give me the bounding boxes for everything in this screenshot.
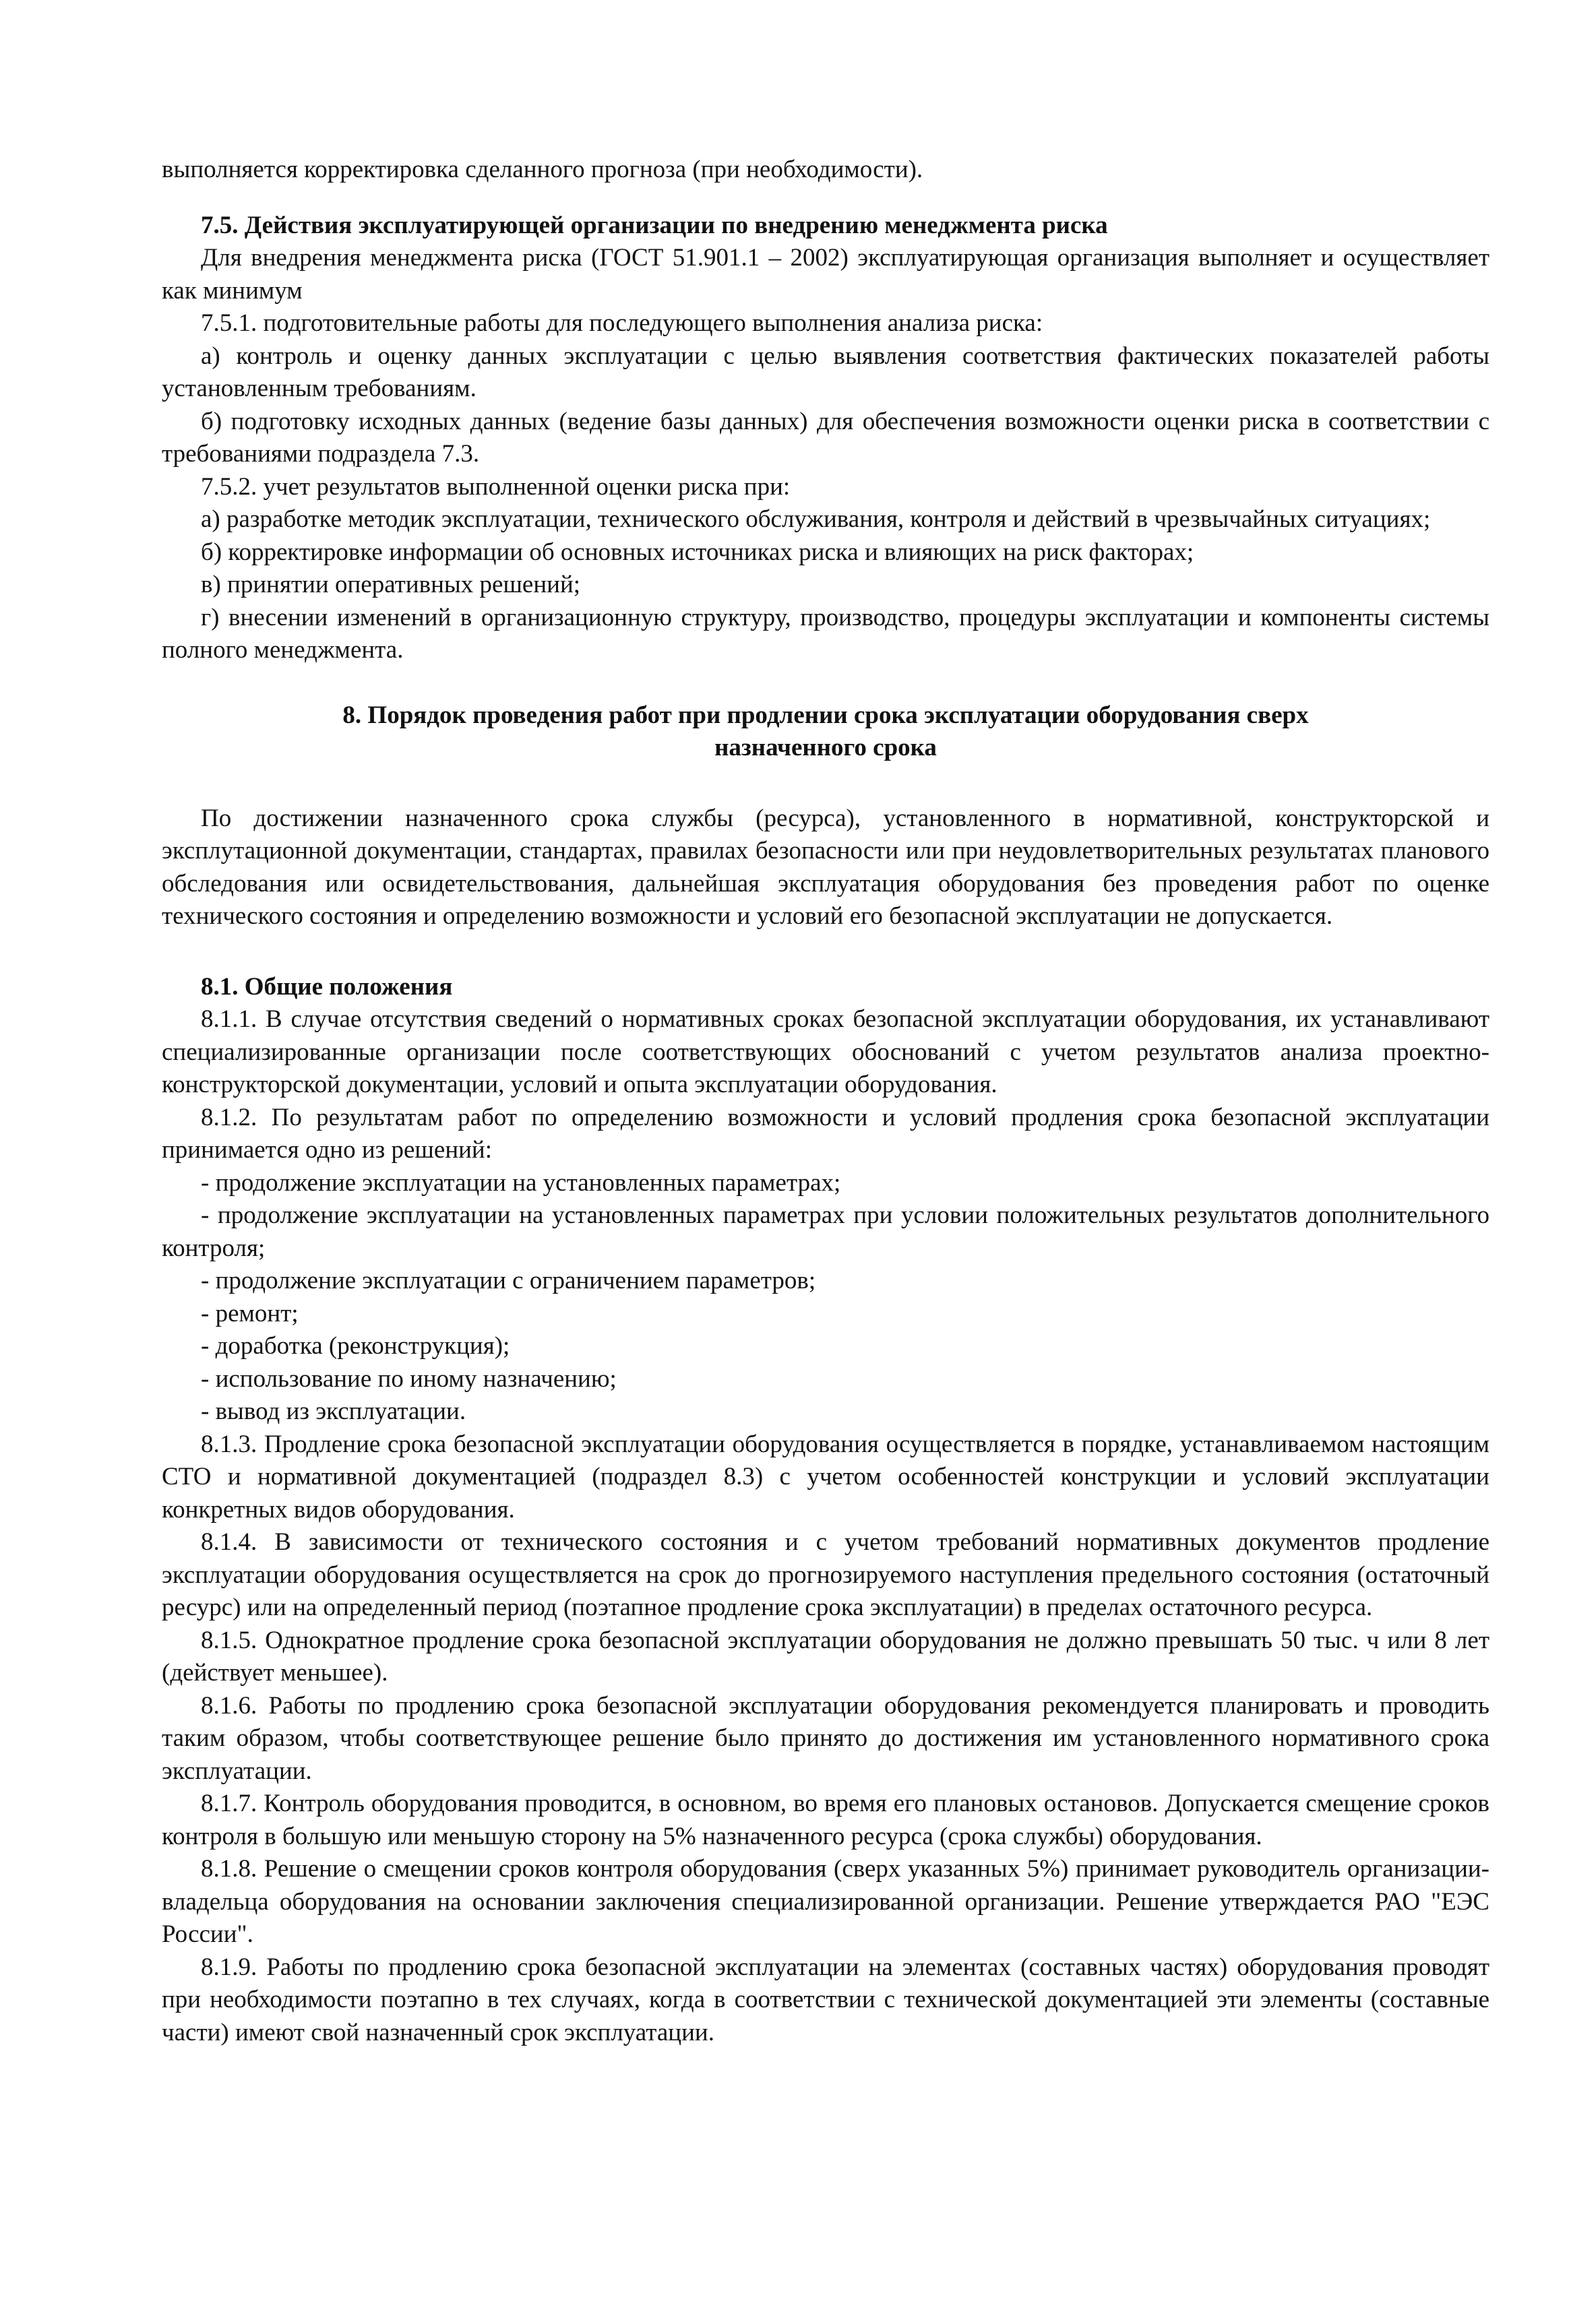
paragraph-8-1-2: 8.1.2. По результатам работ по определению возможности и условий продления срока безопасной эксплуатации принимается одно из решений: — [162, 1103, 1489, 1164]
document-page — [162, 154, 1489, 2049]
continuation-paragraph: выполняется корректировка сделанного прогноза (при необходимости). — [162, 156, 923, 183]
paragraph-8-1-3: 8.1.3. Продление срока безопасной эксплуатации оборудования осуществляется в порядке, устанавливаемом настоящим СТО и нормативной документацией (подраздел 8.3) с учетом особенностей конструкции и условий эксплуатации конкретных видов оборудования. — [162, 1430, 1489, 1524]
decision-list-item: - использование по иному назначению; — [201, 1364, 617, 1393]
paragraph-8-1-8: 8.1.8. Решение о смещении сроков контроля оборудования (сверх указанных 5%) принимает руководитель организации-владельца оборудования на основании заключения специализированной организации. Решение утверждается РАО "ЕЭС России". — [162, 1855, 1489, 1948]
paragraph-7-5-2-c: в) принятии оперативных решений; — [201, 571, 581, 598]
decision-list-item: - продолжение эксплуатации на установленных параметрах; — [201, 1168, 841, 1197]
paragraph-8-intro: По достижении назначенного срока службы (ресурса), установленного в нормативной, конструкторской и эксплутационной документации, стандартах, правилах безопасности или при неудовлетворительных результатах планового обследования или освидетельствования, дальнейшая эксплуатация оборудования без проведения работ по оценке технического состояния и определению возможности и условий его безопасной эксплуатации не допускается. — [162, 804, 1489, 930]
paragraph-7-5-1-b: б) подготовку исходных данных (ведение базы данных) для обеспечения возможности оценки риска в соответствии с требованиями подраздела 7.3. — [162, 407, 1489, 468]
paragraph-8-1-6: 8.1.6. Работы по продлению срока безопасной эксплуатации оборудования рекомендуется планировать и проводить таким образом, чтобы соответствующее решение было принято до достижения им установленного нормативного срока эксплуатации. — [162, 1691, 1489, 1785]
paragraph-7-5-2-d: г) внесении изменений в организационную структуру, производство, процедуры эксплуатации и компоненты системы полного менеджмента. — [162, 603, 1489, 664]
paragraph-7-5-intro: Для внедрения менеджмента риска (ГОСТ 51.901.1 – 2002) эксплуатирующая организация выполняет и осуществляет как минимум — [162, 244, 1489, 305]
decision-list-item: - продолжение эксплуатации на установленных параметрах при условии положительных результатов дополнительного контроля; — [162, 1201, 1489, 1262]
paragraph-7-5-2: 7.5.2. учет результатов выполненной оценки риска при: — [201, 472, 791, 501]
decision-list-item: - ремонт; — [201, 1299, 299, 1327]
paragraph-7-5-2-a: а) разработке методик эксплуатации, технического обслуживания, контроля и действий в чрезвычайных ситуациях; — [201, 505, 1431, 533]
paragraph-7-5-2-b: б) корректировке информации об основных источниках риска и влияющих на риск факторах; — [201, 538, 1194, 566]
paragraph-8-1-4: 8.1.4. В зависимости от технического состояния и с учетом требований нормативных документов продление эксплуатации оборудования осуществляется на срок до прогнозируемого наступления предельного состояния (остаточный ресурс) или на определенный период (поэтапное продление срока эксплуатации) в пределах остаточного ресурса. — [162, 1528, 1489, 1621]
paragraph-7-5-1-a: а) контроль и оценку данных эксплуатации с целью выявления соответствия фактических показателей работы установленным требованиям. — [162, 342, 1489, 402]
paragraph-8-1-7: 8.1.7. Контроль оборудования проводится, в основном, во время его плановых остановов. Допускается смещение сроков контроля в большую или меньшую сторону на 5% назначенного ресурса (срока службы) оборудования. — [162, 1790, 1489, 1850]
section-8-1-heading: 8.1. Общие положения — [201, 972, 453, 1001]
paragraph-8-1-5: 8.1.5. Однократное продление срока безопасной эксплуатации оборудования не должно превышать 50 тыс. ч или 8 лет (действует меньшее). — [162, 1626, 1489, 1687]
paragraph-7-5-1: 7.5.1. подготовительные работы для последующего выполнения анализа риска: — [201, 309, 1043, 337]
decision-list-item: - продолжение эксплуатации с ограничением параметров; — [201, 1267, 816, 1294]
paragraph-8-1-1: 8.1.1. В случае отсутствия сведений о нормативных сроках безопасной эксплуатации оборудования, их устанавливают специализированные организации после соответствующих обоснований с учетом результатов анализа проектно-конструкторской документации, условий и опыта эксплуатации оборудования. — [162, 1005, 1489, 1098]
section-8-heading: 8. Порядок проведения работ при продлении срока эксплуатации оборудования сверх назначенного срока — [342, 701, 1309, 761]
section-7-5-heading: 7.5. Действия эксплуатирующей организации по внедрению менеджмента риска — [201, 211, 1108, 239]
decision-list-item: - доработка (реконструкция); — [201, 1332, 510, 1360]
paragraph-8-1-9: 8.1.9. Работы по продлению срока безопасной эксплуатации на элементах (составных частях) оборудования проводят при необходимости поэтапно в тех случаях, когда в соответствии с технической документацией эти элементы (составные части) имеют свой назначенный срок эксплуатации. — [162, 1953, 1489, 2046]
decision-list-item: - вывод из эксплуатации. — [201, 1397, 466, 1425]
